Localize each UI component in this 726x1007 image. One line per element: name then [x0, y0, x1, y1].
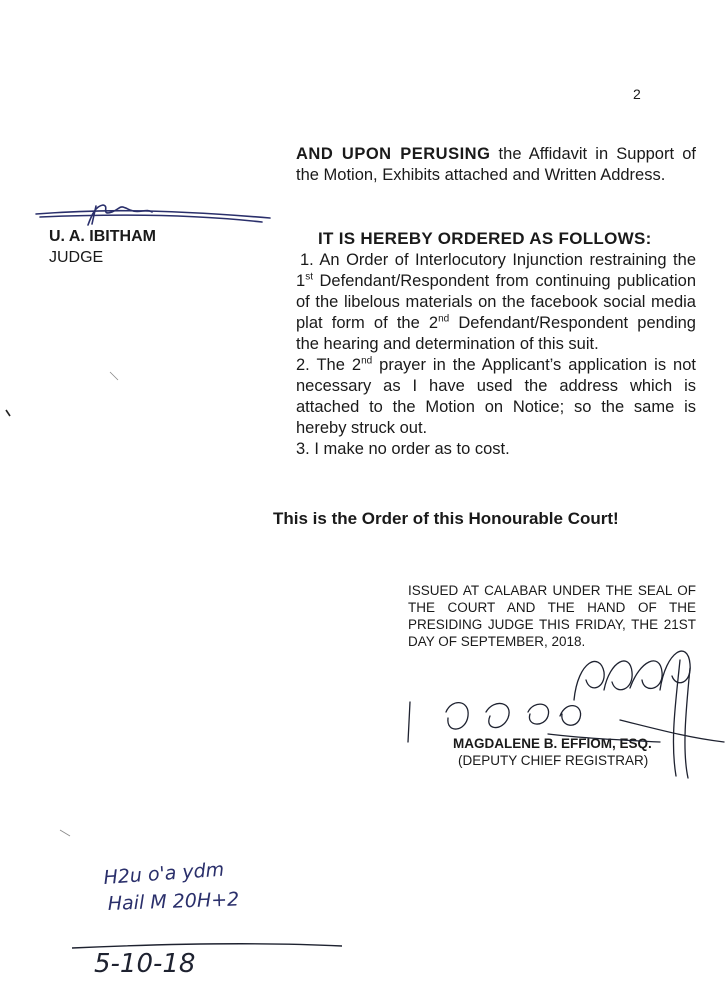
stray-marks	[6, 372, 118, 836]
registrar-signature	[408, 651, 724, 778]
registrar-title: (DEPUTY CHIEF REGISTRAR)	[458, 753, 649, 768]
closing-statement: This is the Order of this Honourable Court!	[273, 509, 619, 528]
handwritten-underline	[72, 944, 342, 948]
handwritten-note	[103, 859, 240, 915]
handwritten-line-2: Hail M 20H+2	[107, 888, 240, 915]
ordered-heading: IT IS HEREBY ORDERED AS FOLLOWS:	[318, 229, 652, 248]
judge-title: JUDGE	[49, 249, 104, 266]
page-number: 2	[633, 86, 641, 102]
perusing-lead: AND UPON PERUSING	[296, 145, 491, 163]
order-item-1: 1. An Order of Interlocutory Injunction restraining the 1st Defendant/Respondent from continuing publication of the libelous materials on the facebook social media plat form of the 2nd Defendant/Respondent pending the hearing and determination of this suit.	[296, 251, 696, 353]
handwritten-date-group	[72, 944, 342, 979]
order-item-2: 2. The 2nd prayer in the Applicant’s application is not necessary as I have used the address which is attached to the Motion on Notice; so the same is hereby struck out.	[296, 355, 696, 437]
issued-statement: ISSUED AT CALABAR UNDER THE SEAL OF THE COURT AND THE HAND OF THE PRESIDING JUDGE THIS FRIDAY, THE 21ST DAY OF SEPTEMBER, 2018.	[408, 583, 696, 649]
registrar-name: MAGDALENE B. EFFIOM, ESQ.	[453, 736, 652, 751]
handwritten-line-1: H2u o'a ydm	[102, 858, 225, 889]
judge-signature	[36, 205, 270, 225]
perusing-text: the Affidavit in Support of the Motion, Exhibits attached and Written Address.	[296, 145, 696, 184]
order-item-3: 3. I make no order as to cost.	[296, 440, 510, 458]
handwritten-date: 5-10-18	[94, 949, 196, 979]
judge-name: U. A. IBITHAM	[49, 228, 156, 245]
